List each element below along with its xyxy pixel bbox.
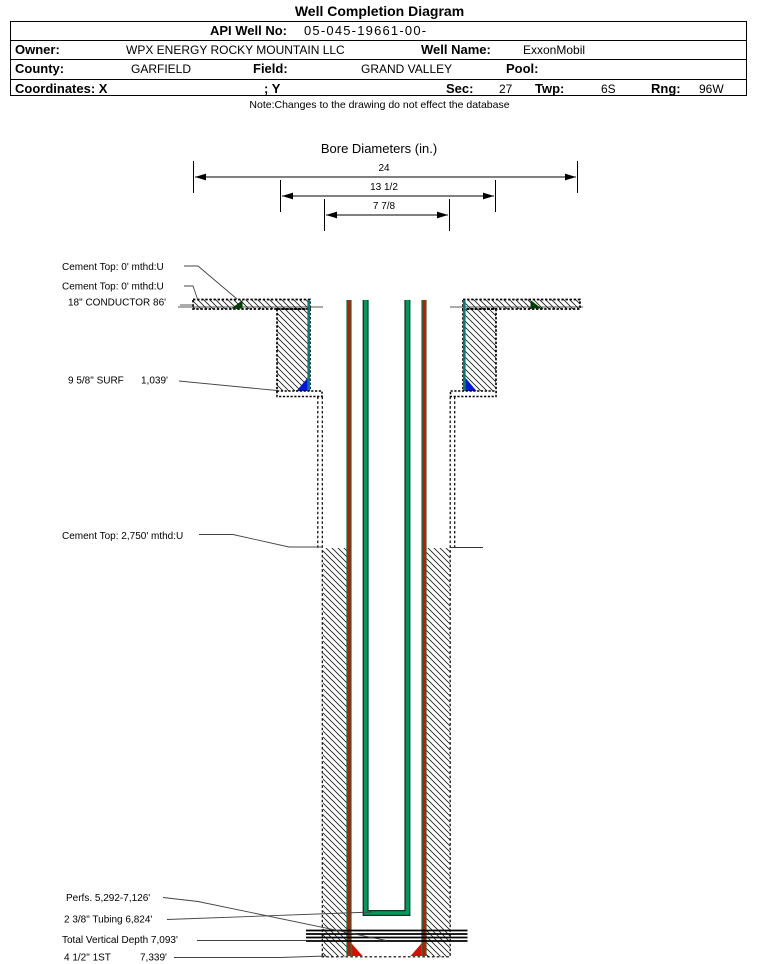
pool-label: Pool:	[506, 61, 539, 77]
surface-cement-column-right	[463, 309, 496, 392]
cement-top-conductor-label: Cement Top: 0' mthd:U	[62, 262, 164, 273]
conductor-flange-left	[193, 300, 310, 310]
api-well-no-label: API Well No:	[209, 23, 287, 38]
field-value: GRAND VALLEY	[361, 62, 453, 77]
rng-value: 96W	[699, 81, 724, 96]
owner-label: Owner:	[15, 42, 60, 58]
cement-column-right	[427, 548, 451, 957]
leader-surface-casing	[179, 381, 277, 391]
twp-value: 6S	[601, 81, 616, 96]
dimension-7-7-8-label: 7 7/8	[372, 201, 396, 212]
tubing-string-outline	[366, 300, 408, 913]
production-casing-right	[423, 300, 426, 956]
casing-step-right	[451, 391, 497, 397]
total-vertical-depth-label: Total Vertical Depth 7,093'	[62, 935, 178, 946]
conductor-flange-right	[463, 300, 580, 310]
dimension-13-1-2-label: 13 1/2	[370, 182, 398, 193]
owner-value: WPX ENERGY ROCKY MOUNTAIN LLC	[126, 43, 345, 58]
cement-top-production-label: Cement Top: 2,750' mthd:U	[62, 531, 184, 542]
conductor-label: 18" CONDUCTOR 86'	[68, 297, 167, 309]
county-label: County:	[15, 61, 65, 77]
coordinates-label: Coordinates: X	[15, 80, 108, 96]
surface-casing-label: 9 5/8" SURF	[68, 375, 124, 387]
casing-shoe-marker-right	[411, 944, 422, 957]
note-text: Note:Changes to the drawing do not effect the database	[249, 99, 510, 111]
tubing-label: 2 3/8" Tubing 6,824'	[64, 914, 153, 926]
well-name-label: Well Name:	[421, 42, 491, 58]
casing-shoe-marker-left	[352, 944, 363, 957]
leader-cement-top-production	[199, 535, 322, 548]
cement-top-surface-label: Cement Top: 0' mthd:U	[62, 281, 164, 293]
leader-production-casing	[174, 956, 326, 958]
perforations-label: Perfs. 5,292-7,126'	[66, 893, 151, 904]
dimension-7-7-8	[325, 199, 450, 231]
tubing-string	[366, 300, 408, 913]
surface-cement-column-left	[277, 309, 310, 392]
production-casing-label: 4 1/2" 1ST	[64, 952, 111, 964]
bore-diameters-title: Bore Diameters (in.)	[320, 141, 438, 156]
surface-casing-depth-label: 1,039'	[141, 375, 168, 387]
sec-label: Sec:	[446, 80, 474, 96]
leader-cement-top-surface	[184, 286, 198, 299]
api-well-no-value: 05-045-19661-00-	[304, 23, 428, 38]
dimension-24-label: 24	[378, 163, 390, 174]
field-label: Field:	[253, 61, 288, 77]
sec-value: 27	[499, 81, 513, 96]
production-casing-left	[348, 300, 351, 956]
county-value: GARFIELD	[131, 62, 192, 77]
casing-step-left	[277, 391, 322, 397]
twp-label: Twp:	[535, 80, 565, 96]
page-title: Well Completion Diagram	[294, 3, 465, 19]
rng-label: Rng:	[651, 80, 681, 96]
coordinates-y-label: ; Y	[264, 80, 281, 96]
leader-cement-top-conductor	[184, 266, 237, 299]
production-casing-depth-label: 7,339'	[140, 952, 167, 964]
well-name-value: ExxonMobil	[523, 43, 586, 58]
cement-column-left	[323, 548, 347, 957]
